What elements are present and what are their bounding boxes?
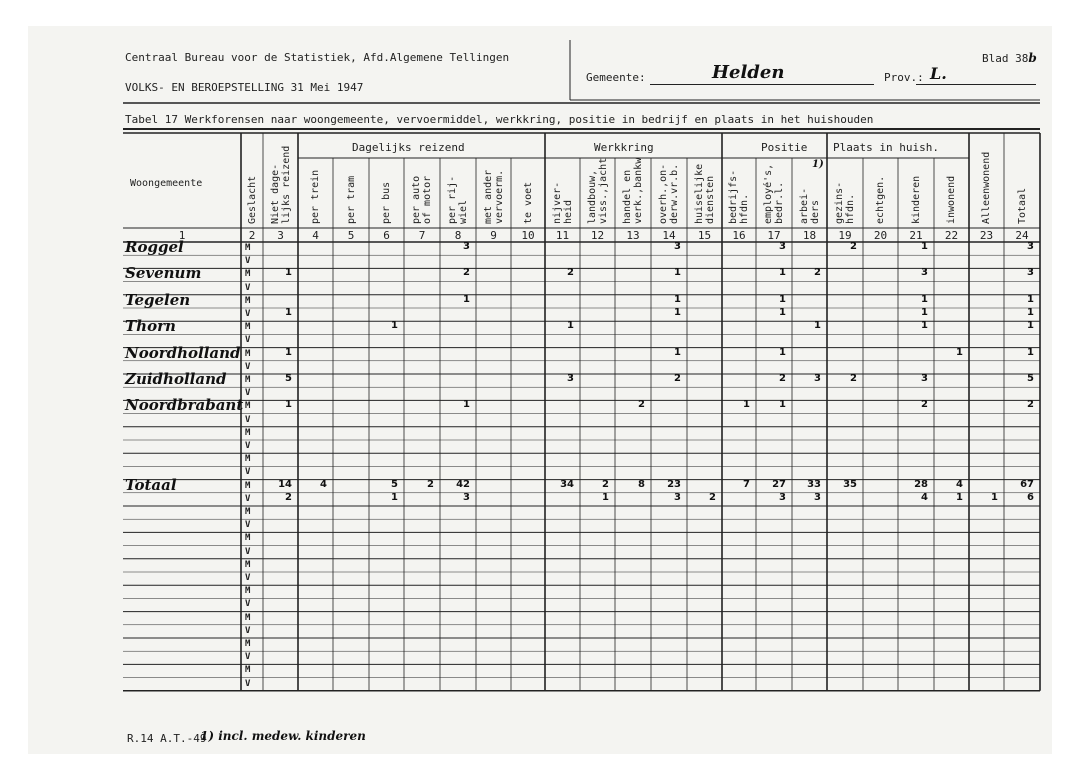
column-number-22: 22 [944,229,959,242]
column-number-15: 15 [697,229,712,242]
sex-m: M [245,269,251,280]
column-number-21: 21 [909,229,923,242]
column-header-17: employé's, bedr.l. [763,163,785,224]
column-number-1: 1 [178,229,186,242]
column-number-6: 6 [383,229,390,242]
sex-m: M [245,533,251,544]
cell-value: 1 [391,491,398,503]
column-header-4: per trein [310,169,321,224]
cell-value: 1 [1027,320,1034,332]
cell-value: 27 [772,478,786,490]
column-header-20: echtgen. [875,175,886,224]
cell-value: 1 [1027,307,1034,318]
sex-v: V [245,573,251,583]
census-title: VOLKS- EN BEROEPSTELLING 31 Mei 1947 [125,81,364,94]
cell-value: 5 [285,373,292,384]
cell-value: 3 [1027,241,1034,252]
sex-m: M [245,427,251,438]
column-number-3: 3 [277,229,284,242]
row-label: Zuidholland [125,370,227,388]
cell-value: 3 [567,373,574,384]
cell-value: 1 [921,307,928,318]
footnote-mark: 1) [812,159,824,170]
column-number-9: 9 [490,229,497,242]
cell-value: 1 [779,346,786,358]
column-header-22: inwonend [946,175,957,224]
cell-value: 2 [674,373,681,384]
column-header-3: Niet dage- lijks reizend [269,145,292,224]
column-number-18: 18 [802,229,817,242]
column-header-14: overh.,on- derw.vr.b. [658,163,680,224]
column-header-8: per rij- wiel [447,175,469,224]
column-header-9: met ander vervoerm. [482,169,505,224]
cell-value: 1 [921,293,928,305]
sex-m: M [245,243,251,253]
sex-m: M [245,665,251,676]
cell-value: 3 [463,491,470,503]
cell-value: 1 [921,241,928,252]
row-label: Tegelen [125,290,191,309]
cell-value: 3 [463,241,470,252]
sex-m: M [245,586,251,597]
column-header-woongemeente: Woongemeente [130,178,203,189]
sex-m: M [245,639,251,649]
cell-value: 2 [709,491,716,503]
cell-value: 34 [560,478,574,490]
row-label: Sevenum [125,264,202,283]
cell-value: 8 [638,478,645,490]
cell-value: 2 [638,399,645,411]
column-number-8: 8 [454,229,462,242]
column-header-10: te voet [522,181,534,224]
sex-v: V [245,335,251,346]
column-number-7: 7 [418,229,426,242]
column-number-2: 2 [248,229,256,242]
sex-m: M [245,480,251,491]
sex-v: V [245,282,251,293]
group-plaats: Plaats in huish. [833,141,939,154]
cell-value: 2 [921,399,928,411]
table-title: Tabel 17 Werkforensen naar woongemeente, vervoermiddel, werkkring, positie in bedrijf en plaats in het huishouden [125,113,874,126]
cell-value: 1 [463,399,470,411]
cell-value: 2 [779,373,786,384]
sex-m: M [245,559,251,570]
form-code: R.14 A.T.-49 [127,732,207,745]
group-werkkring: Werkkring [594,141,654,154]
sex-m: M [245,401,251,412]
sex-v: V [245,256,251,267]
cell-value: 2 [814,267,821,279]
cell-value: 4 [921,491,928,503]
bureau-title: Centraal Bureau voor de Statistiek, Afd.Algemene Tellingen [125,51,510,64]
cell-value: 3 [674,241,681,252]
cell-value: 1 [814,320,821,332]
gemeente-value: Helden [712,62,785,83]
column-number-10: 10 [521,229,535,242]
cell-value: 1 [285,399,292,411]
sex-v: V [245,414,251,425]
cell-value: 1 [956,346,963,358]
sex-v: V [245,678,251,689]
column-header-18: arbei- ders [798,187,821,224]
column-number-24: 24 [1015,229,1029,242]
cell-value: 1 [285,307,292,318]
column-header-19: gezins- hfdn. [834,181,856,224]
cell-value: 1 [567,320,574,332]
cell-value: 1 [956,491,963,503]
cell-value: 28 [914,478,928,490]
cell-value: 5 [391,478,398,490]
column-number-16: 16 [732,229,746,242]
sex-v: V [245,467,251,478]
cell-value: 3 [921,267,928,279]
cell-value: 3 [1027,267,1034,279]
cell-value: 2 [850,373,857,384]
cell-value: 2 [1027,399,1034,411]
column-header-24: Totaal [1016,187,1028,224]
cell-value: 14 [278,478,292,490]
sex-v: V [245,441,251,451]
cell-value: 1 [743,399,750,411]
sex-v: V [245,599,251,610]
sex-v: V [245,388,251,399]
row-label: Noordholland [125,343,241,362]
cell-value: 5 [1027,373,1034,384]
group-dagelijks: Dagelijks reizend [352,141,465,154]
cell-value: 4 [956,478,963,490]
column-number-20: 20 [873,229,888,242]
cell-value: 67 [1020,478,1034,490]
sex-m: M [245,507,251,517]
cell-value: 2 [285,491,292,503]
cell-value: 1 [779,267,786,279]
sex-m: M [245,375,251,385]
footnote: 1) incl. medew. kinderen [200,729,366,743]
cell-value: 1 [779,399,786,411]
group-positie: Positie [761,141,808,154]
cell-value: 1 [602,491,609,503]
cell-value: 1 [463,293,470,305]
sex-v: V [245,520,251,531]
cell-value: 35 [843,478,857,490]
sex-m: M [245,454,251,465]
cell-value: 3 [921,373,928,384]
column-number-23: 23 [979,229,994,242]
column-header-12: landbouw, viss.,jacht [586,157,609,224]
cell-value: 3 [674,491,681,503]
cell-value: 1 [285,346,292,358]
sex-v: V [245,309,251,319]
column-header-7: per auto of motor [411,175,433,224]
column-number-5: 5 [347,229,355,242]
cell-value: 2 [602,478,609,490]
row-label: Thorn [125,317,176,336]
cell-value: 33 [807,478,821,490]
gemeente-label: Gemeente: [586,71,646,84]
column-number-12: 12 [590,229,605,242]
column-number-19: 19 [838,229,852,242]
cell-value: 1 [285,267,292,279]
cell-value: 1 [1027,293,1034,305]
cell-value: 1 [391,320,398,332]
prov-value: L. [930,64,947,83]
sex-v: V [245,625,251,636]
cell-value: 1 [1027,346,1034,358]
cell-value: 42 [456,478,470,490]
column-header-16: bedrijfs- hfdn. [728,169,750,224]
column-number-13: 13 [626,229,640,242]
row-label: Totaal [125,475,177,494]
column-number-11: 11 [555,229,570,242]
cell-value: 6 [1027,491,1034,503]
cell-value: 2 [427,478,434,490]
prov-label: Prov.: [884,71,924,84]
column-number-14: 14 [662,229,676,242]
cell-value: 1 [921,320,928,332]
cell-value: 7 [743,478,750,490]
column-number-4: 4 [312,229,319,242]
sex-m: M [245,348,251,359]
column-header-6: per bus [381,181,392,224]
cell-value: 1 [674,267,681,279]
blad-label: Blad 38b [982,51,1037,65]
sex-v: V [245,546,251,557]
cell-value: 3 [779,491,786,503]
sex-v: V [245,361,251,372]
sex-m: M [245,322,251,333]
column-header-13: handel en verk.,bankw [622,157,644,224]
sex-v: V [245,493,251,504]
column-header-15: huiselijke diensten [693,163,716,224]
cell-value: 2 [850,241,857,252]
column-header-5: per tram [345,175,357,224]
cell-value: 3 [814,373,821,384]
column-header-11: nijver- heid [551,181,574,224]
cell-value: 23 [667,478,681,490]
cell-value: 1 [674,293,681,305]
cell-value: 1 [674,346,681,358]
cell-value: 1 [674,307,681,318]
row-label: Noordbrabant [125,396,244,415]
cell-value: 2 [463,267,470,279]
cell-value: 3 [814,491,821,503]
cell-value: 3 [779,241,786,252]
cell-value: 4 [320,478,327,490]
cell-value: 1 [779,307,786,318]
cell-value: 2 [567,267,574,279]
cell-value: 1 [779,293,786,305]
column-header-23: Alleenwonend [981,151,992,224]
sex-m: M [245,612,251,623]
column-number-17: 17 [767,229,781,242]
cell-value: 1 [991,491,998,503]
sex-v: V [245,652,251,663]
column-header-2: Geslacht [246,175,258,224]
column-header-21: kinderen [910,175,922,224]
row-label: Roggel [125,238,184,256]
sex-m: M [245,295,251,306]
